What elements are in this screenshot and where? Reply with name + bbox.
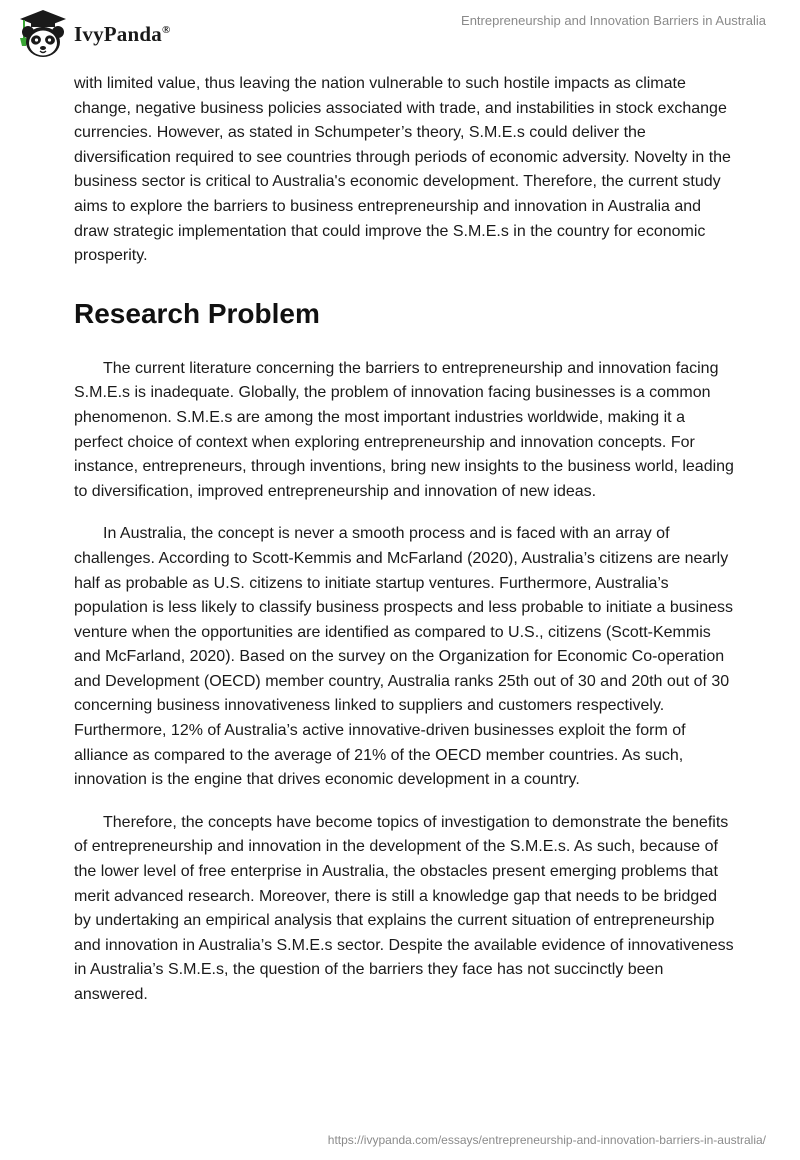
source-url[interactable]: https://ivypanda.com/essays/entrepreneurship-and-innovation-barriers-in-australia/ [327, 1133, 766, 1147]
document-title: Entrepreneurship and Innovation Barriers in Australia [461, 13, 766, 28]
body-paragraph: In Australia, the concept is never a smooth process and is faced with an array of challenges. According to Scott-Kemmis and McFarland (2020), Australia’s citizens are nearly half as probable as U.S. citizens to initiate startup ventures. Furthermore, Australia’s population is less likely to classify business prospects and less probable to initiate a business venture when the opportunities are identified as compared to U.S., citizens (Scott-Kemmis and McFarland, 2020). Based on the survey on the Organization for Economic Co-operation and Development (OECD) member country, Australia ranks 25th out of 30 and 20th out of 30 concerning business innovativeness linked to suppliers and customers respectively. Furthermore, 12% of Australia’s active innovative-driven businesses exploit the form of alliance as compared to the average of 21% of the OECD member countries. As such, innovation is the engine that drives economic development in a country. [74, 525, 734, 789]
page-header [0, 0, 800, 70]
logo-text: IvyPanda® [74, 21, 171, 46]
ivypanda-logo[interactable] [14, 8, 170, 60]
intro-paragraph: with limited value, thus leaving the nation vulnerable to such hostile impacts as climate change, negative business policies associated with trade, and instabilities in stock exchange currencies. However, as stated in Schumpeter’s theory, S.M.E.s could deliver the diversification required to see countries through periods of economic adversity. Novelty in the business sector is critical to Australia's economic development. Therefore, the current study aims to explore the barriers to business entrepreneurship and innovation in Australia and draw strategic implementation that could improve the S.M.E.s in the country for economic prosperity. [74, 75, 731, 265]
body-paragraph: The current literature concerning the barriers to entrepreneurship and innovation facing S.M.E.s is inadequate. Globally, the problem of innovation facing businesses is a common phenomenon. S.M.E.s are among the most important industries worldwide, making it a perfect choice of context when exploring entrepreneurship and innovation concepts. For instance, entrepreneurs, through inventions, bring new insights to the business world, leading to diversification, improved entrepreneurship and innovation of new ideas. [74, 359, 734, 500]
body-paragraph: Therefore, the concepts have become topics of investigation to demonstrate the benefits of entrepreneurship and innovation in the development of the S.M.E.s. As such, because of the lower level of free enterprise in Australia, the obstacles present emerging problems that merit advanced research. Moreover, there is still a knowledge gap that needs to be bridged by undertaking an empirical analysis that explains the current situation of entrepreneurship and innovation in Australia’s S.M.E.s sector. Despite the available evidence of innovativeness in Australia’s S.M.E.s, the question of the barriers they face has not succinctly been answered. [74, 813, 734, 1003]
essay-body [74, 72, 734, 1026]
section-heading-research-problem: Research Problem [74, 297, 320, 329]
panda-graduate-icon [14, 8, 72, 60]
